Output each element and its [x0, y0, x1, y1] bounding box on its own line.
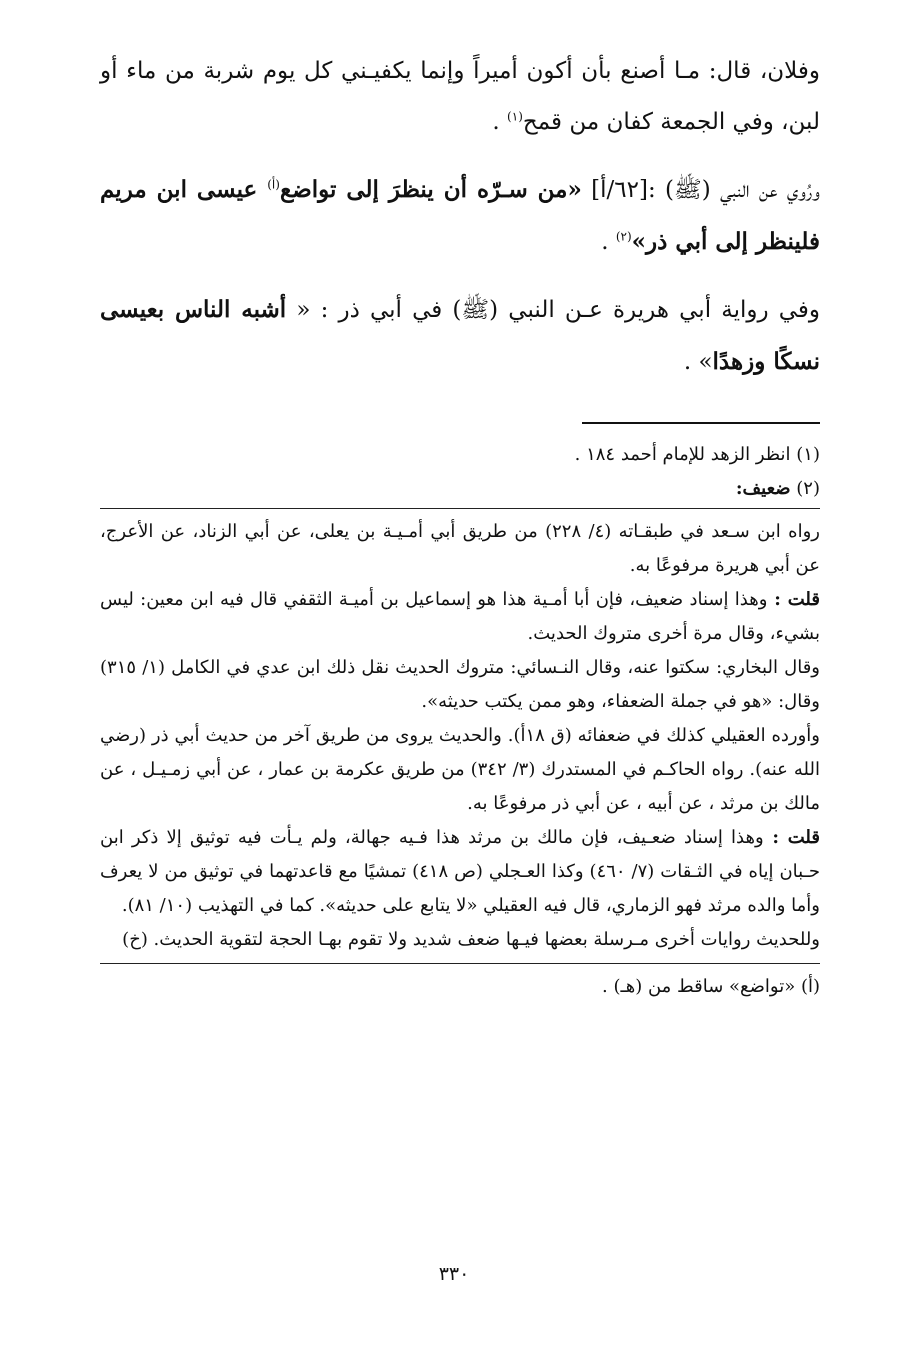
- paragraph-3: وفي رواية أبي هريرة عـن النبي (ﷺ) في أبي ذر : « أشبه الناس بعيسى نسكًا وزهدًا» .: [100, 296, 820, 375]
- footnote-2-para-1: رواه ابن سـعد في طبقـاته (٤/ ٢٢٨) من طريق أبي أمـيـة بن يعلى، عن أبي الزناد، عن الأعرج، عن أبي هريرة مرفوعًا به.: [100, 521, 820, 576]
- footnote-2-para-2: قلت : وهذا إسناد ضعيف، فإن أبا أمـية هذا هو إسماعيل بن أميـة الثقفي قال فيه ابن معين: ليس بشيء، وقال مرة أخرى متروك الحديث.: [100, 589, 820, 644]
- hadith-quote-3: أشبه الناس بعيسى نسكًا وزهدًا: [100, 296, 820, 375]
- footnote-a-separator: [100, 963, 820, 964]
- footnote-ref-2: (٢): [615, 229, 632, 244]
- page-number: ٣٣٠: [438, 1263, 470, 1285]
- footnote-2-para-5: قلت : وهذا إسناد ضعـيف، فإن مالك بن مرثد هذا فـيه جهالة، ولم يـأت فيه توثيق إلا ذكر ابن حـبان إياه في الثـقات (٧/ ٤٦٠) وكذا العـجلي (ص ٤١٨) تمشيًا مع قاعدتهما في توثيق من لا يعرف وأما والده مرثد فهو الزماري، قال فيه العقيلي «لا يتابع على حديثه». كما في التهذيب (١٠/ ٨١).: [100, 827, 820, 916]
- footnote-2-para-6: وللحديث روايات أخرى مـرسلة بعضها فيـها ضعف شديد ولا تقوم بهـا الحجة لتقوية الحديث. (خ): [122, 929, 820, 950]
- footnote-2-para-3: وقال البخاري: سكتوا عنه، وقال النـسائي: متروك الحديث نقل ذلك ابن عدي في الكامل (١/ ٣١٥) وقال: «هو في جملة الضعفاء، وهو ممن يكتب حديثه».: [100, 657, 820, 712]
- paragraph-1: وفلان، قال: مـا أصنع بأن أكون أميراً وإنما يكفيـني كل يوم شربة من ماء أو لبن، وفي الجمعة كفان من قمح$^{(١)}$ .: [100, 58, 820, 135]
- paragraph-2: ورُوي عن النبي (ﷺ) :[٦٢/أ] «من سـرّه أن ينظرَ إلى تواضع$^{(أ)}$ عيسى ابن مريم فلينظر إلى أبي ذر»$^{(٢)}$ .: [100, 176, 820, 255]
- footnote-ref-1: (١): [507, 109, 523, 124]
- footnote-separator: [582, 422, 820, 424]
- footnote-2-heading: (٢) ضعيف:: [735, 478, 820, 499]
- hadith-quote-1: «من سـرّه أن ينظرَ إلى تواضع: [279, 176, 582, 203]
- footnotes: [100, 438, 820, 1004]
- hadith-quote-2: عيسى ابن مريم فلينظر إلى أبي ذر»: [100, 176, 820, 255]
- footnote-1: (١) انظر الزهد للإمام أحمد ١٨٤ .: [574, 444, 820, 465]
- footnote-a: (أ) «تواضع» ساقط من (هـ) .: [602, 976, 820, 997]
- main-text: [100, 46, 820, 388]
- footnote-ref-a: (أ): [267, 177, 280, 192]
- footnote-2-para-4: وأورده العقيلي كذلك في ضعفائه (ق ١٨أ). والحديث يروى من طريق آخر من حديث أبي ذر (رضي الله عنه). رواه الحاكـم في المستدرك (٣/ ٣٤٢) من طريق عكرمة بن عمار ، عن أبي زمـيـل ، عن مالك بن مرثد ، عن أبيه ، عن أبي ذر مرفوعًا به.: [100, 725, 820, 814]
- footnote-2-body: [100, 508, 820, 957]
